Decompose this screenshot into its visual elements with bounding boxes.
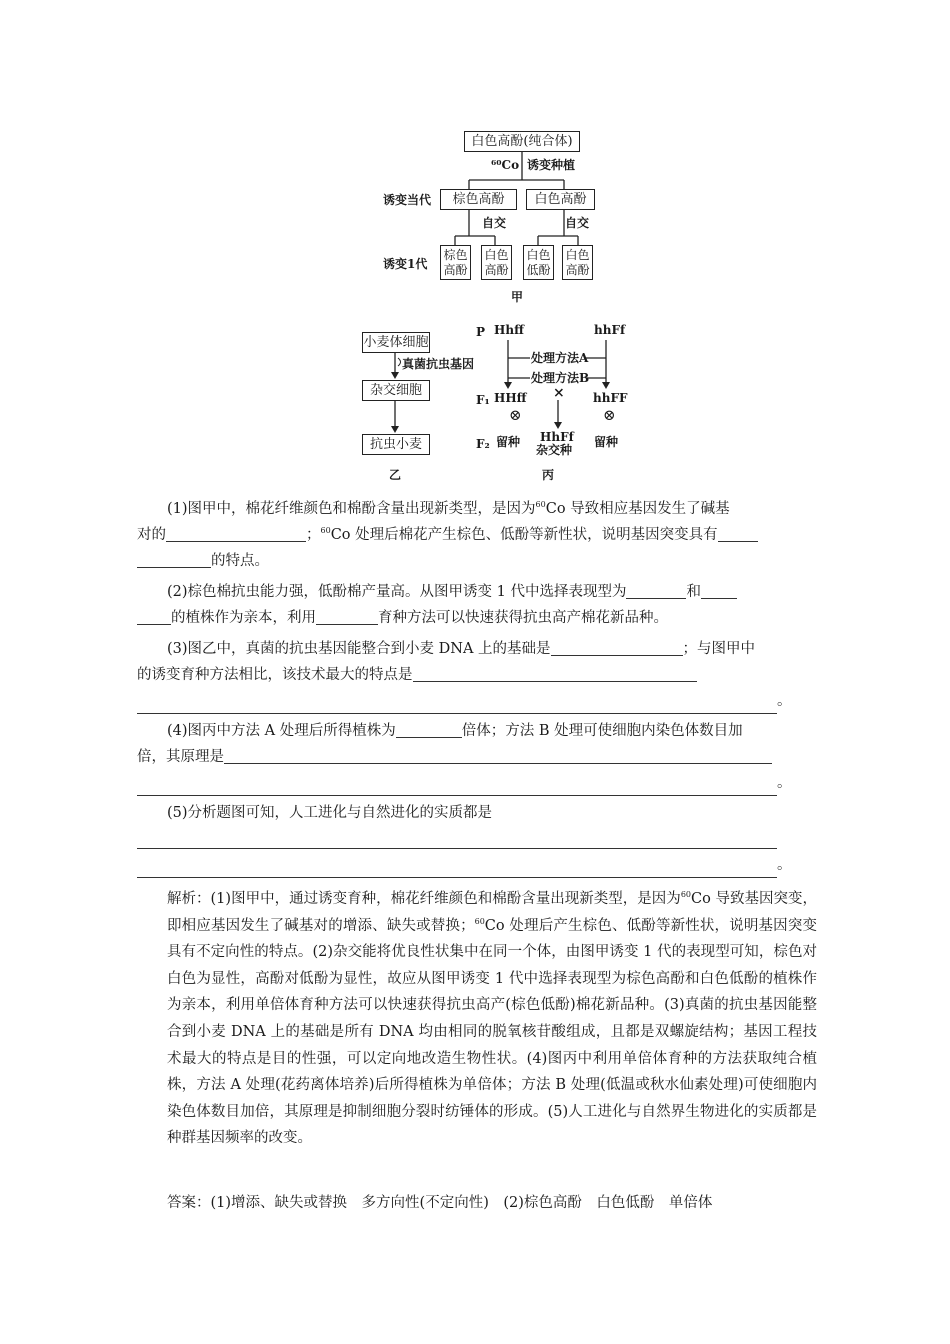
fungal-gene-label: 真菌抗虫基因: [402, 357, 475, 371]
q1-text-e: Co 处理后棉花产生棕色、低酚等新性状，说明基因突变具有: [330, 527, 718, 543]
q1-blank-2b[interactable]: [137, 551, 211, 568]
parent-white-high-phenol-box: 白色高酚(纯合体): [464, 131, 580, 152]
q1-text-c: 对的: [137, 527, 166, 543]
f2-label: F₂: [476, 437, 490, 451]
q4-end: 。: [777, 775, 792, 791]
f1-label: F₁: [476, 393, 490, 407]
keep-seed-right: 留种: [594, 435, 619, 449]
analysis-section: [137, 886, 817, 1152]
question-3: [137, 636, 817, 714]
p2-genotype: hhFf: [594, 323, 626, 337]
figure-yi-caption: 乙: [389, 468, 402, 482]
q3-blank-1[interactable]: [551, 639, 683, 656]
analysis-text-c: Co 处理后产生棕色、低酚等新性状，说明基因突变具有不定向性的特点。(2)杂交能将优良性状集中在同一个体，由图甲诱变 1 代的表现型可知，棕色对白色为显性，高酚对低酚为显性，故应从图甲诱变 1 代中选择表现型为棕色高酚和白色低酚的植株作为亲本，利用单倍体育种方法可以快速获得抗虫高产(棕色低酚)棉花新品种。(3)真菌的抗虫基因能整合到小麦 DNA 上的基础是所有 DNA 均由相同的脱氧核苷酸组成，且都是双螺旋结构；基因工程技术最大的特点是目的性强，可以定向地改造生物性状。(4)图丙中利用单倍体育种的方法获取纯合植株，方法 A 处理(花药离体培养)后所得植株为单倍体；方法 B 处理(低温或秋水仙素处理)可使细胞内染色体数目加倍，其原理是抑制细胞分裂时纺锤体的形成。(5)人工进化与自然界生物进化的实质都是种群基因频率的改变。: [167, 917, 817, 1147]
q1-text-b: Co 导致相应基因发生了碱基: [545, 501, 730, 517]
method-a-label: 处理方法A: [531, 351, 589, 365]
gen1-box-3: 白色 低酚: [523, 245, 554, 280]
hybrid-genotype: HhFf: [540, 430, 574, 444]
answer-text: 答案：(1)增添、缺失或替换 多方向性(不定向性) (2)棕色高酚 白色低酚 单倍体: [167, 1195, 713, 1211]
q3-blank-2[interactable]: [413, 665, 697, 682]
self-cross-label-left: 自交: [482, 216, 507, 230]
figure-bing-lines: [0, 0, 950, 480]
gen1-box-1: 棕色 高酚: [440, 245, 471, 280]
generation-0-label: 诱变当代: [383, 193, 432, 207]
q1-sup2: 60: [320, 526, 331, 536]
q2-blank-2a[interactable]: [701, 582, 737, 599]
q4-blank-2[interactable]: [224, 747, 772, 764]
q4-blank-1[interactable]: [396, 721, 462, 738]
question-5: [137, 800, 817, 878]
q1-text-a: (1)图甲中，棉花纤维颜色和棉酚含量出现新类型，是因为: [167, 501, 536, 517]
q3-text-c: 的诱变育种方法相比，该技术最大的特点是: [137, 667, 413, 683]
p1-genotype: Hhff: [494, 323, 524, 337]
p-label: P: [476, 325, 486, 339]
method-b-label: 处理方法B: [531, 371, 590, 385]
question-2: [137, 579, 817, 631]
self-cross-label-right: 自交: [565, 216, 590, 230]
q3-end: 。: [777, 693, 792, 709]
hybrid-seed-label: 杂交种: [536, 443, 573, 457]
q2-text-d: 育种方法可以快速获得抗虫高产棉花新品种。: [378, 610, 668, 626]
answer-section: [137, 1190, 817, 1216]
q2-text-a: (2)棕色棉抗虫能力强，低酚棉产量高。从图甲诱变 1 代中选择表现型为: [167, 584, 627, 600]
q2-text-c: 的植株作为亲本，利用: [171, 610, 316, 626]
q4-text-c: 倍，其原理是: [137, 749, 224, 765]
analysis-sup: 60: [680, 890, 691, 900]
analysis-text-a: 解析：(1)图甲中，通过诱变育种，棉花纤维颜色和棉酚含量出现新类型，是因为: [167, 891, 681, 907]
q2-blank-1[interactable]: [626, 582, 686, 599]
f1-right-genotype: hhFF: [593, 391, 628, 405]
cross-symbol: ×: [553, 385, 565, 401]
question-1: [137, 496, 817, 574]
figure-bing-caption: 丙: [542, 468, 555, 482]
generation-1-label: 诱变1代: [383, 257, 428, 271]
q5-text-a: (5)分析题图可知，人工进化与自然进化的实质都是: [167, 805, 493, 821]
mutate-plant-label: 诱变种植: [527, 158, 576, 172]
q3-text-a: (3)图乙中，真菌的抗虫基因能整合到小麦 DNA 上的基础是: [167, 641, 551, 657]
q4-text-b: 倍体；方法 B 处理可使细胞内染色体数目加: [461, 723, 743, 739]
q2-text-b: 和: [686, 584, 701, 600]
q3-answer-line[interactable]: [137, 691, 777, 714]
gen0-brown-high-phenol-box: 棕色高酚: [440, 189, 517, 210]
gen1-box-4: 白色 高酚: [562, 245, 593, 280]
self-symbol-left: ⊗: [509, 406, 522, 424]
gen1-box-2: 白色 高酚: [481, 245, 512, 280]
keep-seed-left: 留种: [496, 435, 521, 449]
q5-answer-line-2[interactable]: [137, 855, 777, 878]
self-symbol-right: ⊗: [603, 406, 616, 424]
q5-answer-line-1[interactable]: [137, 826, 777, 849]
q1-blank-2a[interactable]: [718, 525, 758, 542]
q3-text-b: ；与图甲中: [682, 641, 756, 657]
figure-jia-caption: 甲: [511, 290, 524, 304]
q1-blank-1[interactable]: [166, 525, 306, 542]
q2-blank-2b[interactable]: [137, 608, 171, 625]
q4-answer-line[interactable]: [137, 773, 777, 796]
q5-end: 。: [777, 857, 792, 873]
question-4: [137, 718, 817, 796]
q2-blank-3[interactable]: [316, 608, 378, 625]
q4-text-a: (4)图丙中方法 A 处理后所得植株为: [167, 723, 396, 739]
analysis-text-b: Co 导致基因突变，即相应基因发生了碱基对的增添、缺失或替换；: [167, 891, 817, 934]
q1-text-f: 的特点。: [211, 553, 269, 569]
insect-resistant-wheat-box: 抗虫小麦: [362, 434, 430, 455]
q1-text-d: ；: [306, 527, 321, 543]
hybrid-cell-box: 杂交细胞: [362, 380, 430, 401]
gen0-white-high-phenol-box: 白色高酚: [526, 189, 595, 210]
wheat-somatic-cell-box: 小麦体细胞: [362, 332, 430, 353]
co60-label: ⁶⁰Co: [491, 158, 520, 172]
f1-left-genotype: HHff: [494, 391, 527, 405]
analysis-sup2: 60: [474, 916, 485, 926]
q1-sup: 60: [535, 500, 546, 510]
